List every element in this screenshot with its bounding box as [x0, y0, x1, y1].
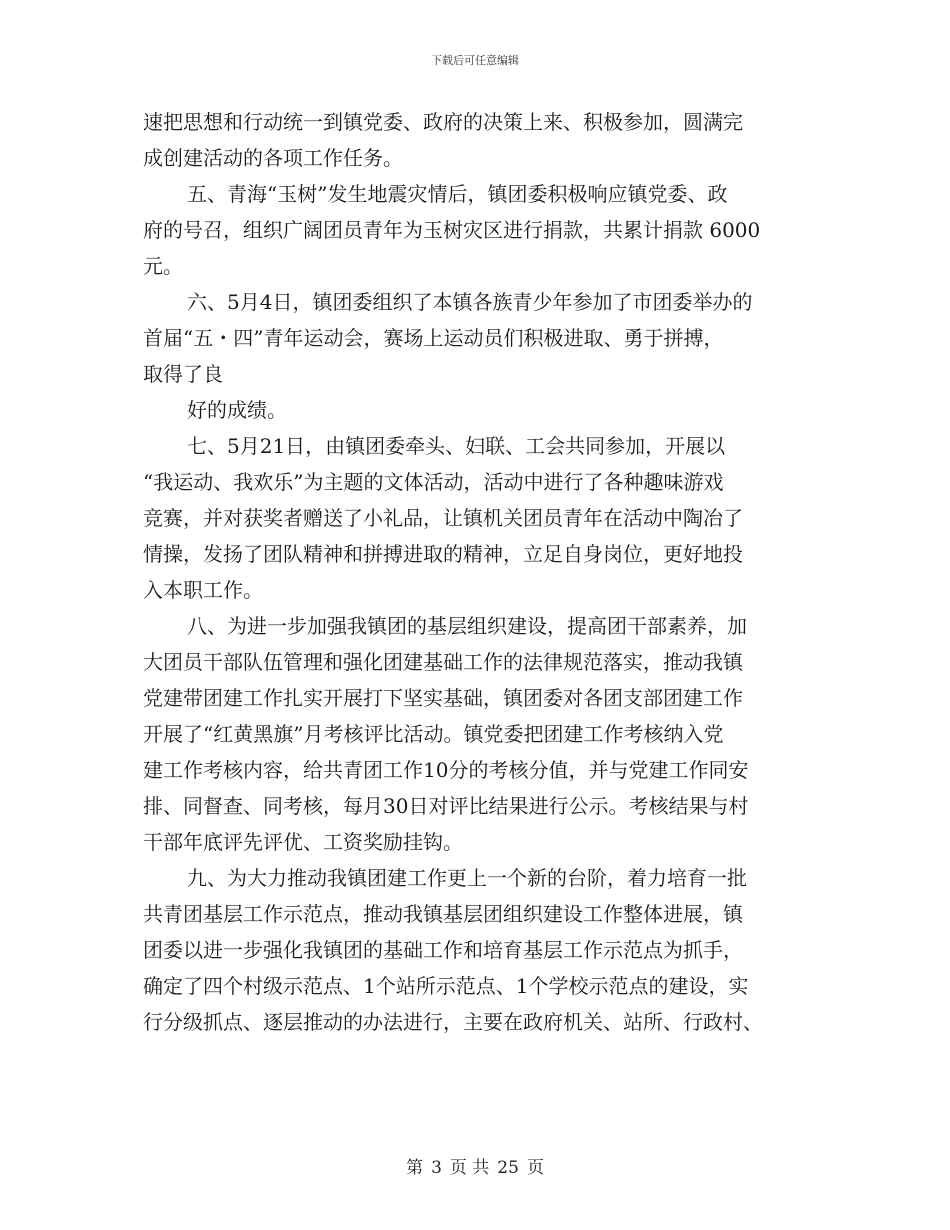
footer-suffix: 页	[526, 1158, 544, 1178]
current-page-number: 3	[431, 1158, 442, 1178]
paragraph-start-line: 七、5月21日，由镇团委牵头、妇联、工会共同参加，开展以	[187, 434, 726, 458]
text-line: 行分级抓点、逐层推动的办法进行，主要在政府机关、站所、行政村、	[143, 1010, 763, 1034]
footer-prefix: 第	[406, 1158, 424, 1178]
text-line: 团委以进一步强化我镇团的基础工作和培育基层工作示范点为抓手，	[143, 938, 743, 962]
document-body	[143, 104, 815, 1040]
total-page-count: 25	[497, 1158, 519, 1178]
text-line: 竞赛，并对获奖者赠送了小礼品，让镇机关团员青年在活动中陶冶了	[143, 506, 743, 530]
text-line: 成创建活动的各项工作任务。	[143, 146, 403, 170]
paragraph-start-line: 五、青海“玉树”发生地震灾情后，镇团委积极响应镇党委、政	[187, 182, 728, 206]
text-line: 情操，发扬了团队精神和拼搏进取的精神，立足自身岗位，更好地投	[143, 542, 743, 566]
text-line: 开展了“红黄黑旗”月考核评比活动。镇党委把团建工作考核纳入党	[143, 722, 724, 746]
text-line: “我运动、我欢乐”为主题的文体活动，活动中进行了各种趣味游戏	[143, 470, 724, 494]
page-number-footer	[0, 1153, 950, 1178]
text-line: 干部年底评先评优、工资奖励挂钩。	[143, 830, 463, 854]
text-line: 取得了良	[143, 362, 223, 386]
text-line: 元。	[143, 254, 183, 278]
text-line: 共青团基层工作示范点，推动我镇基层团组织建设工作整体进展，镇	[143, 902, 743, 926]
text-line: 建工作考核内容，给共青团工作10分的考核分值，并与党建工作同安	[143, 758, 749, 782]
text-line: 首届“五・四”青年运动会，赛场上运动员们积极进取、勇于拼搏，	[143, 326, 724, 350]
footer-middle: 页 共	[449, 1158, 490, 1178]
paragraph-start-line: 好的成绩。	[187, 398, 287, 422]
text-line: 排、同督查、同考核，每月30日对评比结果进行公示。考核结果与村	[143, 794, 749, 818]
text-line: 确定了四个村级示范点、1个站所示范点、1个学校示范点的建设，实	[143, 974, 749, 998]
text-line: 大团员干部队伍管理和强化团建基础工作的法律规范落实，推动我镇	[143, 650, 743, 674]
paragraph-start-line: 九、为大力推动我镇团建工作更上一个新的台阶，着力培育一批	[187, 866, 747, 890]
text-line: 速把思想和行动统一到镇党委、政府的决策上来、积极参加，圆满完	[143, 110, 743, 134]
page-header-note: 下载后可任意编辑	[431, 54, 519, 67]
text-line: 入本职工作。	[143, 578, 263, 602]
text-line: 府的号召，组织广阔团员青年为玉树灾区进行捐款，共累计捐款 6000	[143, 218, 761, 242]
text-line: 党建带团建工作扎实开展打下坚实基础，镇团委对各团支部团建工作	[143, 686, 743, 710]
paragraph-start-line: 六、5月4日，镇团委组织了本镇各族青少年参加了市团委举办的	[187, 290, 753, 314]
paragraph-start-line: 八、为进一步加强我镇团的基层组织建设，提高团干部素养，加	[187, 614, 747, 638]
